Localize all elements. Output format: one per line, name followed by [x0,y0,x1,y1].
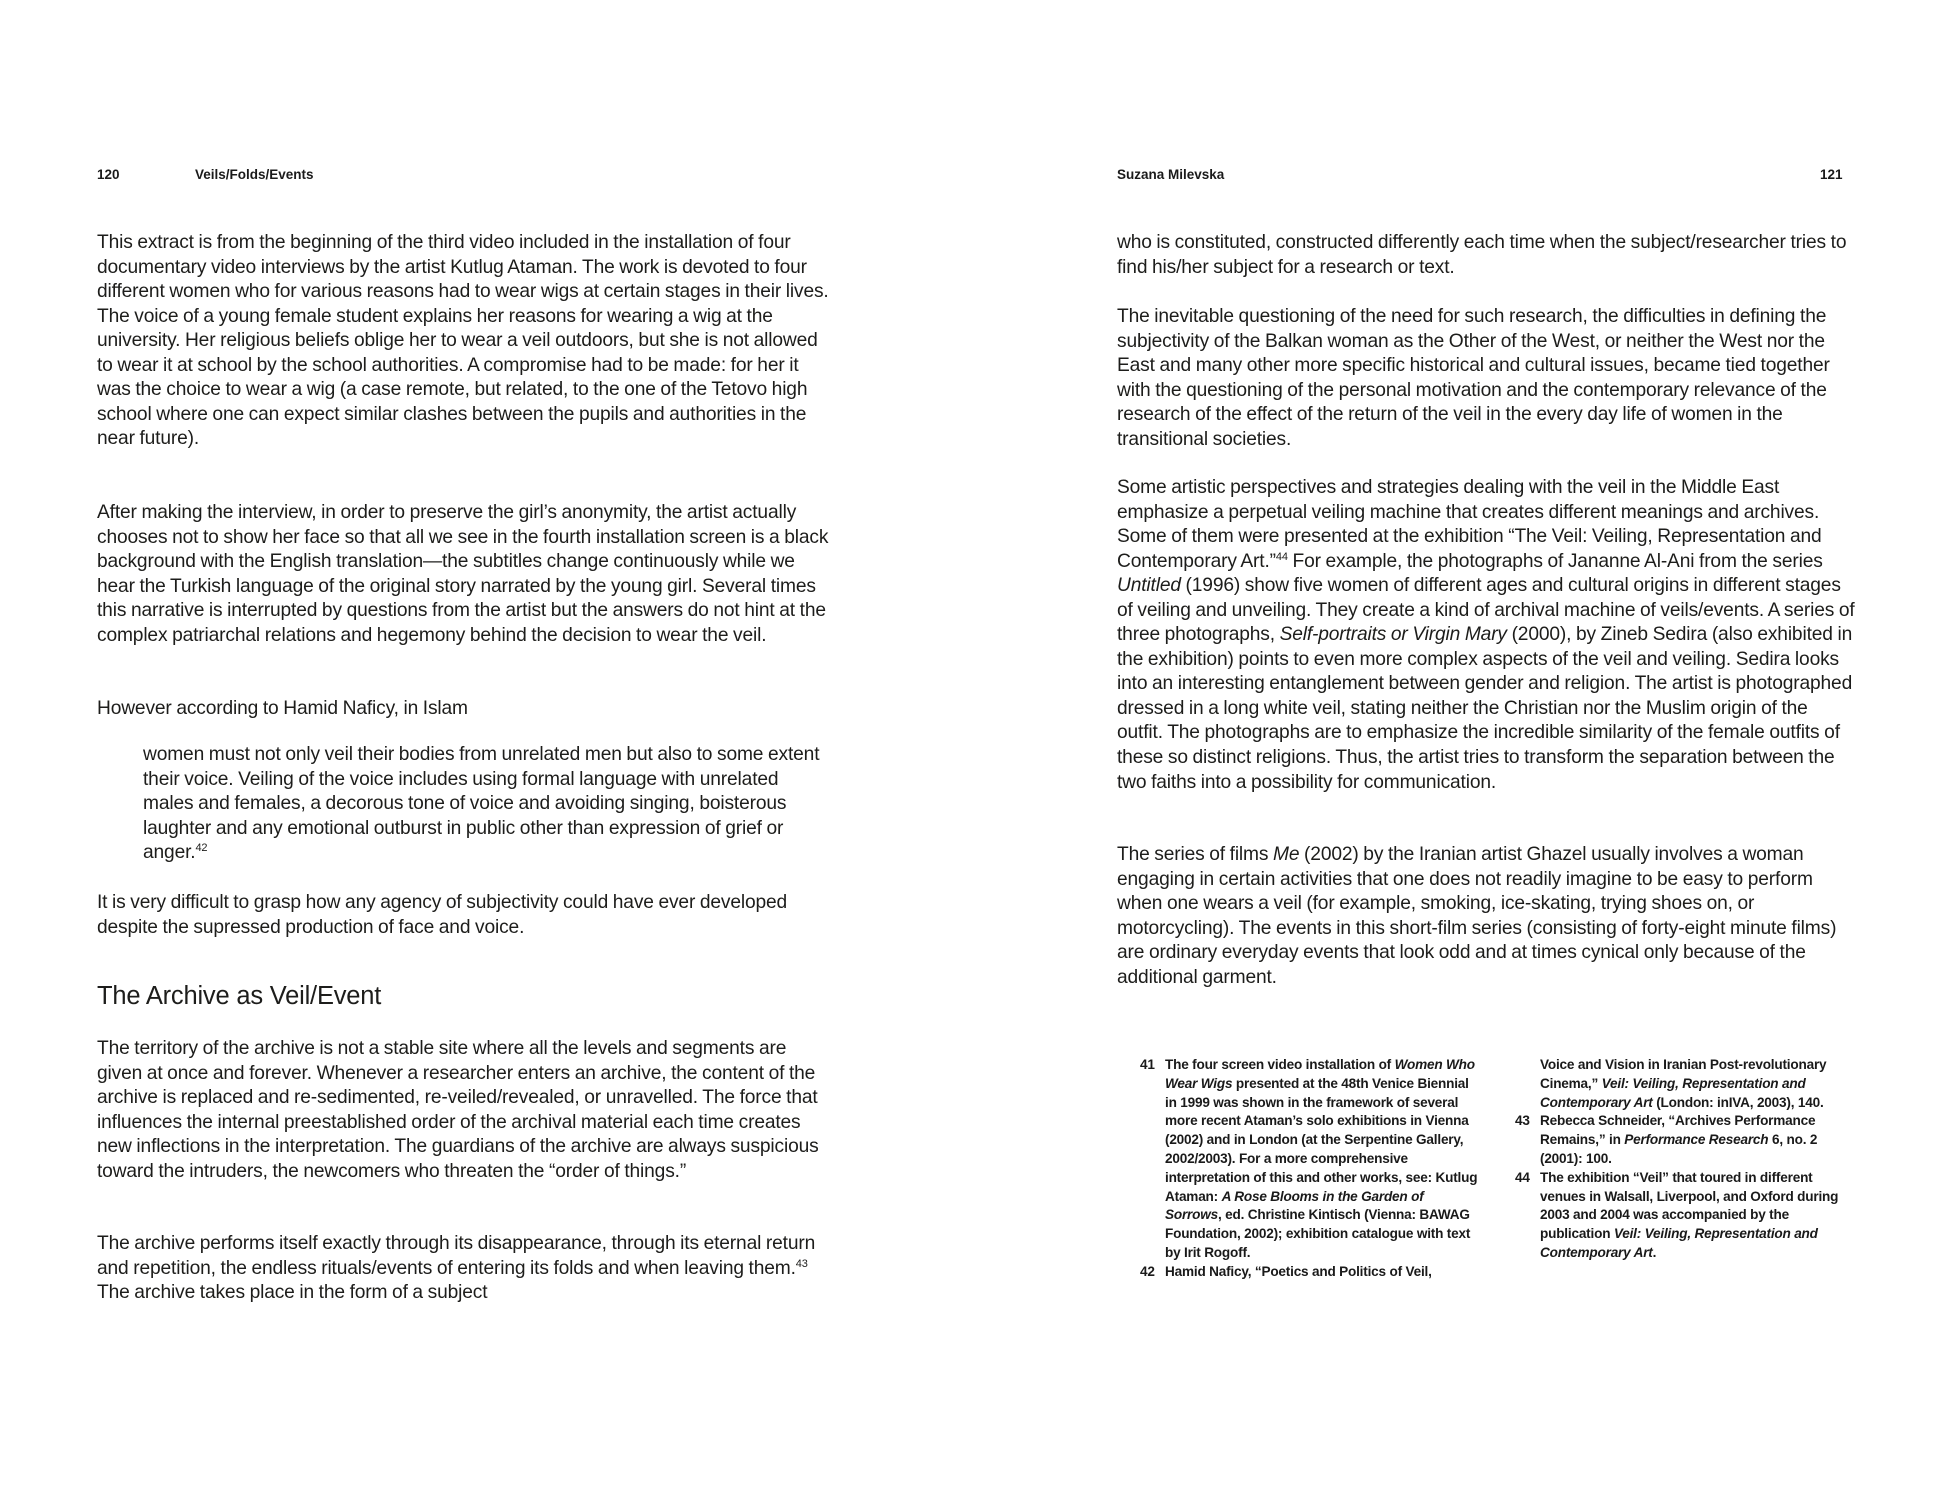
running-head-right: Suzana Milevska [1117,167,1225,182]
paragraph-text: It is very difficult to grasp how any agency of subjectivity could have ever developed despite the supressed production of face and voice. [97,892,788,938]
footnote-text: Voice and Vision in Iranian Post-revolutionary Cinema,” [1540,1057,1827,1091]
paragraph [97,231,832,452]
footnote-text: The exhibition “Veil” that toured in different venues in Walsall, Liverpool, and Oxford during 2003 and 2004 was accompanied by the publication [1540,1169,1839,1242]
work-title: A Rose Blooms in the Garden of Sorrows [1165,1188,1424,1223]
paragraph-text: who is constituted, constructed differently each time when the subject/researcher tries to find his/her subject for a research or text. [1117,232,1847,278]
footnotes-column-1 [1140,1056,1480,1282]
paragraph [97,1037,832,1184]
footnote-44 [1515,1169,1860,1263]
footnote-41 [1140,1056,1480,1263]
footnote-text: . [1652,1244,1657,1260]
work-title: Veil: Veiling, Representation and Contemporary Art [1540,1226,1818,1260]
footnote-number: 41 [1140,1057,1155,1072]
footnote-number: 43 [1515,1113,1530,1129]
work-title: Veil: Veiling, Representation and Contemporary Art [1540,1075,1806,1110]
footnote-text: Rebecca Schneider, “Archives Performance Remains,” in [1540,1113,1816,1148]
footnote-number: 44 [1515,1169,1530,1185]
paragraph [97,697,832,722]
paragraph [1117,843,1855,990]
footnote-ref-44[interactable]: 44 [1275,550,1288,563]
paragraph-text: (1996) show five women of different ages and cultural origins in different stages of veiling and unveiling. They create a kind of archival machine of veils/events. A series of three photographs, [1117,575,1855,646]
footnote-ref-42[interactable]: 42 [195,842,208,855]
footnote-text: Hamid Naficy, “Poetics and Politics of Veil, [1165,1263,1432,1279]
footnote-number: 42 [1140,1263,1155,1279]
work-title: Performance Research [1624,1132,1769,1148]
running-head-left: Veils/Folds/Events [195,167,314,182]
paragraph [1117,476,1855,795]
page-number-right: 121 [1820,167,1843,182]
work-title: Me [1273,844,1300,865]
paragraph [97,1232,832,1306]
paragraph-text: The territory of the archive is not a stable site where all the levels and segments are given at once and forever. Whenever a researcher enters an archive, the content of the archive is replaced and re-sedimented, re-veiled/revealed, or unravelled. The force that influences the internal preestablished order of the archival material each time creates new inflections in the interpretation. The guardians of the archive are always suspicious toward the intruders, the newcomers who threaten the “order of things.” [97,1038,819,1182]
quote-text: women must not only veil their bodies from unrelated men but also to some extent their voice. Veiling of the voice includes using formal language with unrelated males and females, a decorous tone of voice and avoiding singing, boisterous laughter and any emotional outburst in public other than expression of grief or anger. [143,744,820,864]
paragraph-text: The series of films [1117,844,1274,865]
paragraph [97,501,832,648]
section-heading: The Archive as Veil/Event [97,982,382,1010]
footnote-text: The four screen video installation of [1165,1057,1395,1072]
footnote-ref-43[interactable]: 43 [795,1257,808,1270]
block-quote [143,743,833,866]
work-title: Women Who Wear Wigs [1165,1057,1475,1091]
paragraph [1117,305,1855,452]
work-title: Self-portraits or Virgin Mary [1279,624,1507,646]
paragraph-text: This extract is from the beginning of the third video included in the installation of four documentary video interviews by the artist Kutlug Ataman. The work is devoted to four different women who for various reasons had to wear wigs at certain stages in their lives. The voice of a young female student explains her reasons for wearing a wig at the university. Her religious beliefs oblige her to wear a veil outdoors, but she is not allowed to wear it at school by the school authorities. A compromise had to be made: for her it was the choice to wear a wig (a case remote, but related, to the one of the Tetovo high school where one can expect similar clashes between the pupils and authorities in the near future). [97,232,829,450]
paragraph-text: (2000), by Zineb Sedira (also exhibited in the exhibition) points to even more complex aspects of the veil and veiling. Sedira looks into an interesting entanglement between gender and religion. The artist is photographed dressed in a long white veil, stating neither the Christian nor the Muslim origin of the outfit. The photographs are to emphasize the incredible similarity of the female outfits of these so distinct religions. Thus, the artist tries to transform the separation between the two faiths into a possibility for communication. [1117,624,1853,793]
footnote-42 [1140,1263,1480,1282]
paragraph [97,891,832,940]
page-number-left: 120 [97,167,120,182]
paragraph-text: (2002) by the Iranian artist Ghazel usually involves a woman engaging in certain activities that one does not readily imagine to be easy to perform when one wears a veil (for example, smoking, ice-skating, trying shoes on, or motorcycling). The events in this short-film series (consisting of forty-eight minute films) are ordinary everyday events that look odd and at times cynical only because of the additional garment. [1117,844,1837,988]
paragraph-text: Some artistic perspectives and strategies dealing with the veil in the Middle East emphasize a perpetual veiling machine that creates different meanings and archives. Some of them were presented at the exhibition “The Veil: Veiling, Representation and Contemporary Art.” [1117,477,1822,572]
footnote-text: , ed. Christine Kintisch (Vienna: BAWAG Foundation, 2002); exhibition catalogue with text by Irit Rogoff. [1165,1207,1471,1260]
footnote-text: (London: inIVA, 2003), 140. [1652,1094,1824,1110]
work-title: Untitled [1117,575,1181,597]
paragraph-text: The inevitable questioning of the need for such research, the difficulties in defining the subjectivity of the Balkan woman as the Other of the West, or neither the West nor the East and many other more specific historical and cultural issues, became tied together with the questioning of the personal motivation and the contemporary relevance of the research of the effect of the return of the veil in the every day life of women in the transitional societies. [1117,306,1830,450]
paragraph-text: The archive performs itself exactly through its disappearance, through its eternal return and repetition, the endless rituals/events of entering its folds and when leaving them. [97,1233,816,1279]
paragraph-text: For example, the photographs of Jananne Al-Ani from the series [1287,550,1823,572]
footnotes-column-2 [1515,1056,1860,1263]
footnote-text: presented at the 48th Venice Biennial in 1999 was shown in the framework of several more recent Ataman’s solo exhibitions in Vienna (2002) and in London (at the Serpentine Gallery, 2002/2003). For a more comprehensive interpretation of this and other works, see: Kutlug Ataman: [1165,1075,1478,1204]
paragraph [1117,231,1855,280]
paragraph-text: The archive takes place in the form of a subject [97,1282,488,1304]
paragraph-text: After making the interview, in order to preserve the girl’s anonymity, the artist actually chooses not to show her face so that all we see in the fourth installation screen is a black background with the English translation—the subtitles change continuously while we hear the Turkish language of the original story narrated by the young girl. Several times this narrative is interrupted by questions from the artist but the answers do not hint at the complex patriarchal relations and hegemony behind the decision to wear the veil. [97,502,829,646]
footnote-text: 6, no. 2 (2001): 100. [1540,1132,1818,1166]
paragraph-text: However according to Hamid Naficy, in Islam [97,698,468,719]
footnote-43 [1515,1112,1860,1168]
footnote-42-continued [1515,1056,1860,1112]
